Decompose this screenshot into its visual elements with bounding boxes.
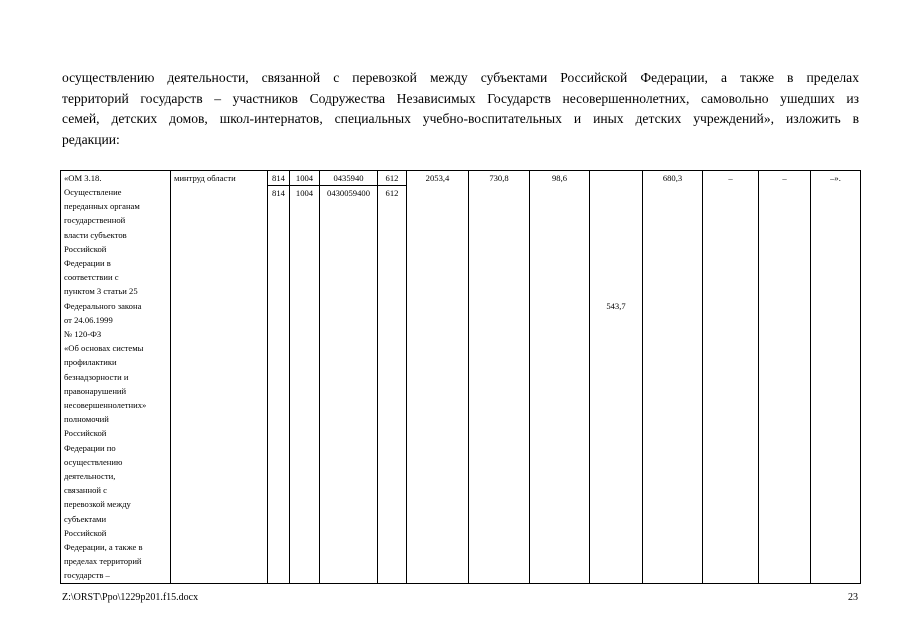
article-value: 0435940 xyxy=(333,173,364,183)
value-3: 98,6 xyxy=(551,173,568,183)
value-4: 543,7 xyxy=(606,301,626,311)
value-cell xyxy=(530,171,590,584)
type-value: 612 xyxy=(385,173,399,183)
value-cell xyxy=(759,171,811,584)
description-text: Осуществление переданных органам государственной власти субъектов Российской Федерации в соответствии с пунктом 3 статьи 25 Федерального закона от 24.06.1999 № 120-ФЗ «Об основах системы профилактики безнадзорности и правонарушений несовершеннолетних» полномочий Российской Федерации по осуществлению деятельности, связанной с перевозкой между субъектами Российской Федерации, а также в пределах территорий государств – xyxy=(64,187,147,581)
value-6: – xyxy=(728,173,733,183)
budget-table xyxy=(60,170,861,584)
value-cell xyxy=(407,171,469,584)
value-cell xyxy=(703,171,759,584)
value-1: 2053,4 xyxy=(425,173,450,183)
section-value: 1004 xyxy=(290,185,319,200)
section-cell xyxy=(290,171,320,584)
intro-paragraph xyxy=(62,68,859,150)
intro-line: территорий государств – участников Содружества Независимых Государств несовершеннолетних, самовольно ушедших из xyxy=(62,90,859,106)
intro-line: семей, детских домов, школ-интернатов, специальных учебно-воспитательных и иных детских учреждений», изложить в xyxy=(62,111,859,126)
page-number: 23 xyxy=(848,592,858,603)
ministry-label: минтруд области xyxy=(174,173,236,183)
type-cell xyxy=(378,171,407,584)
footer-file-path: Z:\ORST\Ppo\1229p201.f15.docx xyxy=(62,592,199,603)
value-7: – xyxy=(782,173,787,183)
value-5: 680,3 xyxy=(662,173,683,183)
article-cell xyxy=(320,171,378,584)
table-row xyxy=(61,171,861,584)
value-2: 730,8 xyxy=(489,173,509,183)
description-cell xyxy=(61,171,171,584)
section-value: 1004 xyxy=(295,173,314,183)
value-cell xyxy=(811,171,861,584)
grbs-value: 814 xyxy=(268,185,289,200)
grbs-value: 814 xyxy=(272,173,285,183)
value-cell xyxy=(590,171,643,584)
intro-line: осуществлению деятельности, связанной с перевозкой между субъектами Российской Федерации, а также в пределах xyxy=(62,70,859,85)
article-value: 0430059400 xyxy=(320,185,377,200)
grbs-cell xyxy=(268,171,290,584)
value-cell xyxy=(469,171,530,584)
intro-line: редакции: xyxy=(62,131,120,147)
type-value: 612 xyxy=(378,185,406,200)
code-label: «ОМ 3.18. xyxy=(64,173,102,183)
value-cell xyxy=(643,171,703,584)
ministry-cell xyxy=(171,171,268,584)
value-8: –». xyxy=(830,173,841,183)
